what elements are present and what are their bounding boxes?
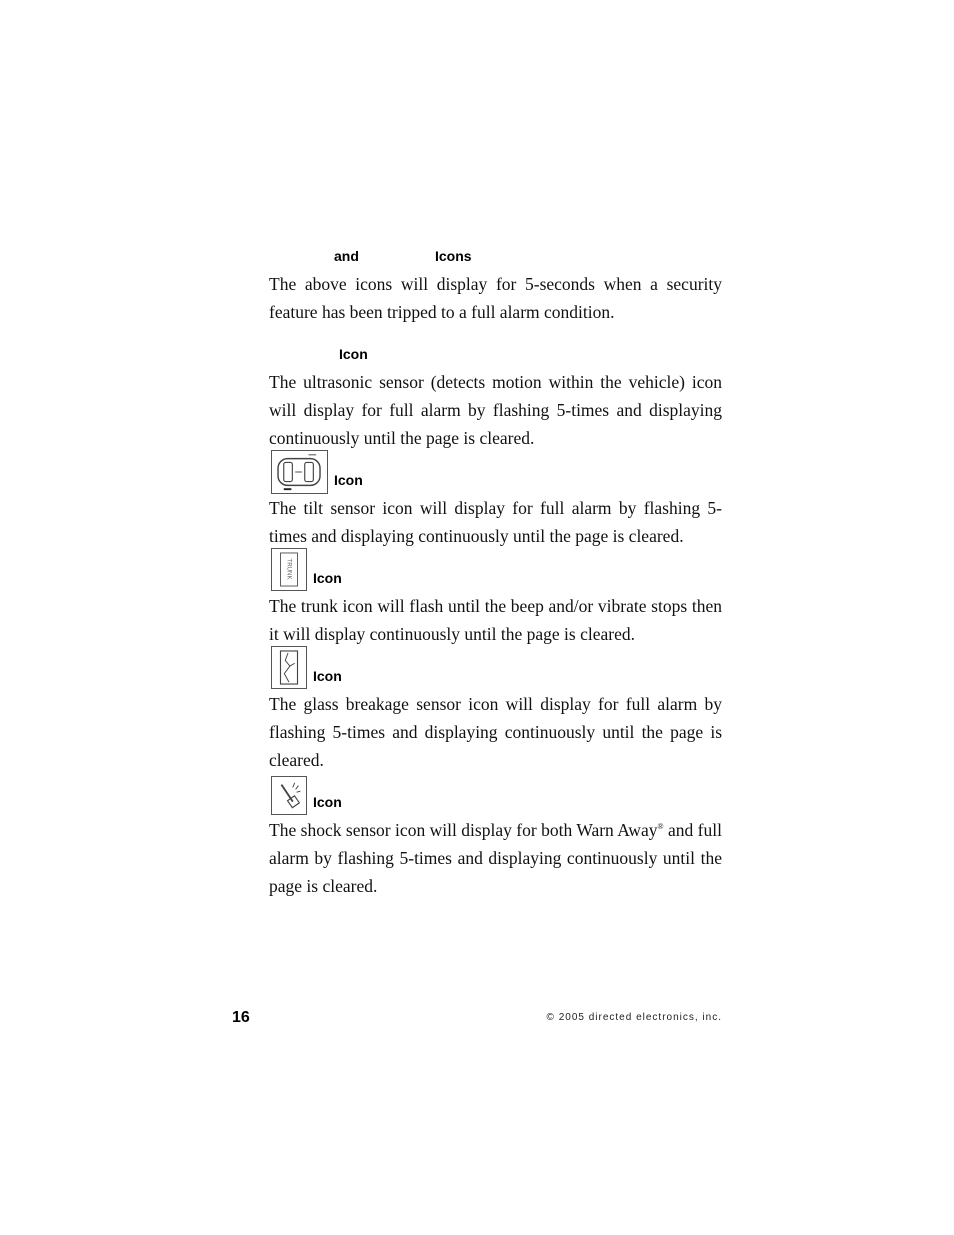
copyright: © 2005 directed electronics, inc. (546, 1012, 722, 1023)
shock-sensor-paragraph (269, 816, 722, 900)
alarm-icons-paragraph: The above icons will display for 5-seconds when a security feature has been tripped to a full alarm condition. (269, 274, 722, 322)
glass-breakage-paragraph: The glass breakage sensor icon will display for full alarm by flashing 5-times and displaying continuously until the page is cleared. (269, 694, 722, 770)
section-heading-and: and (334, 248, 359, 264)
car-tilt-icon (271, 450, 328, 494)
page-number: 16 (232, 1009, 250, 1026)
section-heading-icons: Icons (435, 248, 472, 264)
trunk-icon-heading: Icon (313, 570, 342, 586)
ultrasonic-icon-heading: Icon (339, 346, 368, 362)
trunk-icon (271, 548, 307, 591)
registered-mark: ® (657, 822, 664, 832)
shock-text-after: and full alarm by flashing 5-times and displaying continuously until the page is cleared. (269, 820, 722, 896)
glass-breakage-icon (271, 646, 307, 689)
glass-breakage-icon-heading: Icon (313, 668, 342, 684)
tilt-icon-heading: Icon (334, 472, 363, 488)
ultrasonic-paragraph: The ultrasonic sensor (detects motion within the vehicle) icon will display for full alarm by flashing 5-times and displaying continuously until the page is cleared. (269, 372, 722, 448)
trunk-paragraph: The trunk icon will flash until the beep and/or vibrate stops then it will display continuously until the page is cleared. (269, 596, 722, 644)
tilt-paragraph: The tilt sensor icon will display for full alarm by flashing 5-times and displaying continuously until the page is cleared. (269, 498, 722, 546)
shock-sensor-icon-heading: Icon (313, 794, 342, 810)
shock-sensor-icon (271, 776, 307, 815)
shock-text-before: The shock sensor icon will display for both Warn Away (269, 820, 658, 840)
trunk-icon-label: TRUNK (285, 558, 293, 580)
